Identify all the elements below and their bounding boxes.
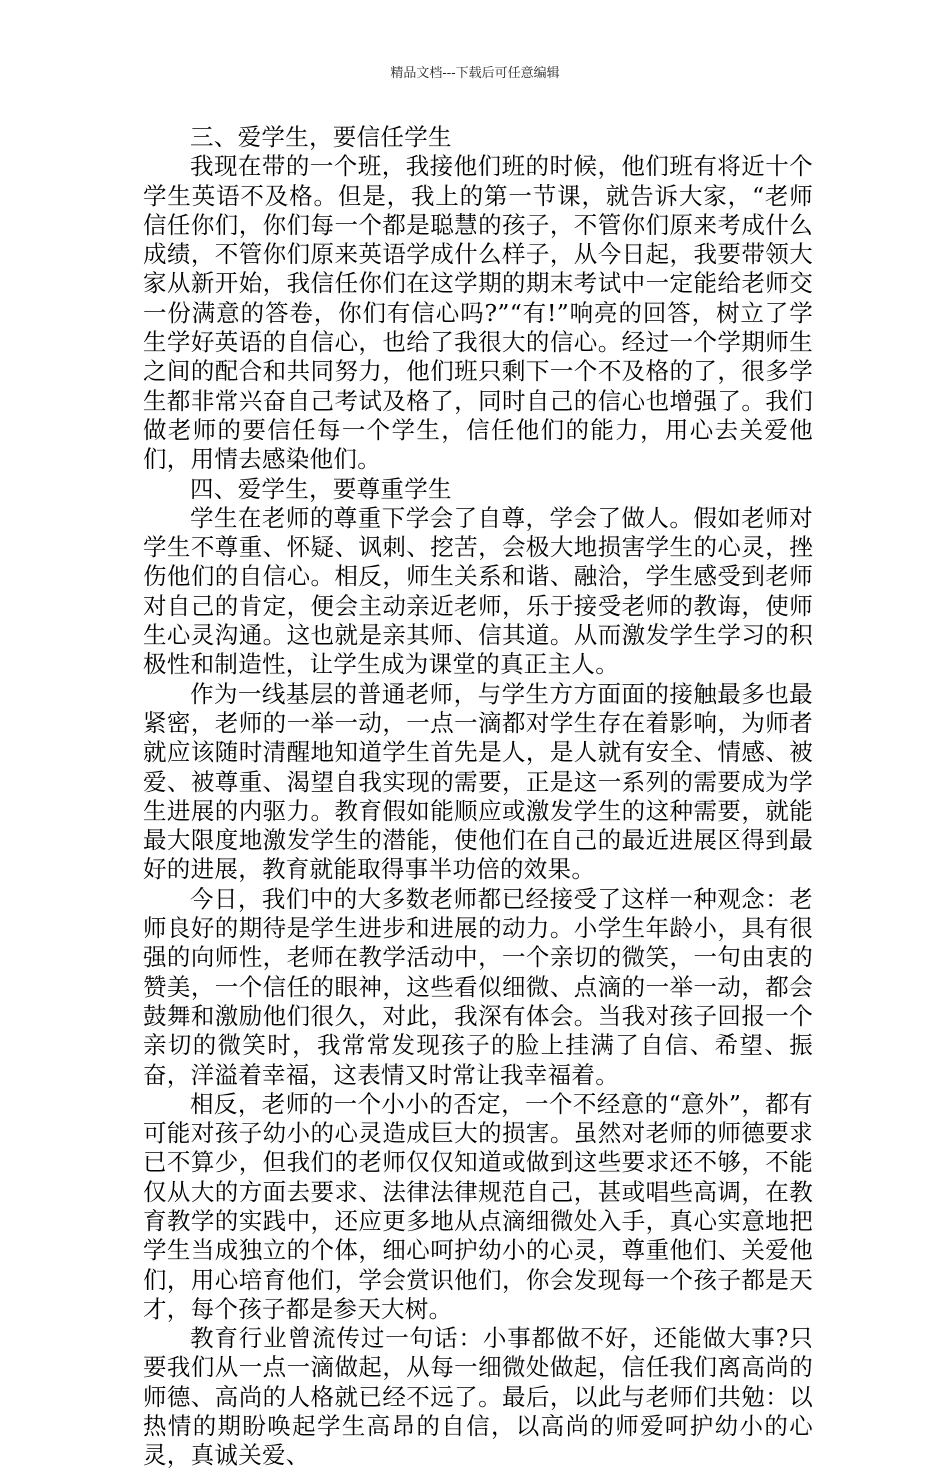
- body-paragraph: 学生在老师的尊重下学会了自尊，学会了做人。假如老师对学生不尊重、怀疑、讽刺、挖苦，会极大地损害学生的心灵，挫伤他们的自信心。相反，师生关系和谐、融洽，学生感受到老师对自己的肯定，便会主动亲近老师，乐于接受老师的教诲，使师生心灵沟通。这也就是亲其师、信其道。从而激发学生学习的积极性和制造性，让学生成为课堂的真正主人。: [143, 503, 813, 679]
- body-paragraph: 作为一线基层的普通老师，与学生方方面面的接触最多也最紧密，老师的一举一动，一点一滴都对学生存在着影响，为师者就应该随时清醒地知道学生首先是人，是人就有安全、情感、被爱、被尊重、渴望自我实现的需要，正是这一系列的需要成为学生进展的内驱力。教育假如能顺应或激发学生的这种需要，就能最大限度地激发学生的潜能，使他们在自己的最近进展区得到最好的进展，教育就能取得事半功倍的效果。: [143, 679, 813, 884]
- body-paragraph: 我现在带的一个班，我接他们班的时候，他们班有将近十个学生英语不及格。但是，我上的第一节课，就告诉大家，“老师信任你们，你们每一个都是聪慧的孩子，不管你们原来考成什么成绩，不管你们原来英语学成什么样子，从今日起，我要带领大家从新开始，我信任你们在这学期的期末考试中一定能给老师交一份满意的答卷，你们有信心吗?”“有!”响亮的回答，树立了学生学好英语的自信心，也给了我很大的信心。经过一个学期师生之间的配合和共同努力，他们班只剩下一个不及格的了，很多学生都非常兴奋自己考试及格了，同时自己的信心也增强了。我们做老师的要信任每一个学生，信任他们的能力，用心去关爱他们，用情去感染他们。: [143, 152, 813, 474]
- body-paragraph: 相反，老师的一个小小的否定，一个不经意的“意外”，都有可能对孩子幼小的心灵造成巨大的损害。虽然对老师的师德要求已不算少，但我们的老师仅仅知道或做到这些要求还不够，不能仅从大的方面去要求、法律法律规范自己，甚或唱些高调，在教育教学的实践中，还应更多地从点滴细微处入手，真心实意地把学生当成独立的个体，细心呵护幼小的心灵，尊重他们、关爱他们，用心培育他们，学会赏识他们，你会发现每一个孩子都是天才，每个孩子都是参天大树。: [143, 1089, 813, 1323]
- document-body: [143, 123, 813, 1471]
- body-paragraph: 今日，我们中的大多数老师都已经接受了这样一种观念：老师良好的期待是学生进步和进展的动力。小学生年龄小，具有很强的向师性，老师在教学活动中，一个亲切的微笑，一句由衷的赞美，一个信任的眼神，这些看似细微、点滴的一举一动，都会鼓舞和激励他们很久，对此，我深有体会。当我对孩子回报一个亲切的微笑时，我常常发现孩子的脸上挂满了自信、希望、振奋，洋溢着幸福，这表情又时常让我幸福着。: [143, 884, 813, 1089]
- body-paragraph: 教育行业曾流传过一句话：小事都做不好，还能做大事?只要我们从一点一滴做起，从每一细微处做起，信任我们离高尚的师德、高尚的人格就已经不远了。最后，以此与老师们共勉：以热情的期盼唤起学生高昂的自信，以高尚的师爱呵护幼小的心灵，真诚关爱、: [143, 1324, 813, 1470]
- section-heading-respect: 四、爱学生，要尊重学生: [190, 474, 452, 503]
- section-heading-trust: 三、爱学生，要信任学生: [190, 123, 452, 151]
- page-header: 精品文档---下载后可任意编辑: [390, 66, 560, 81]
